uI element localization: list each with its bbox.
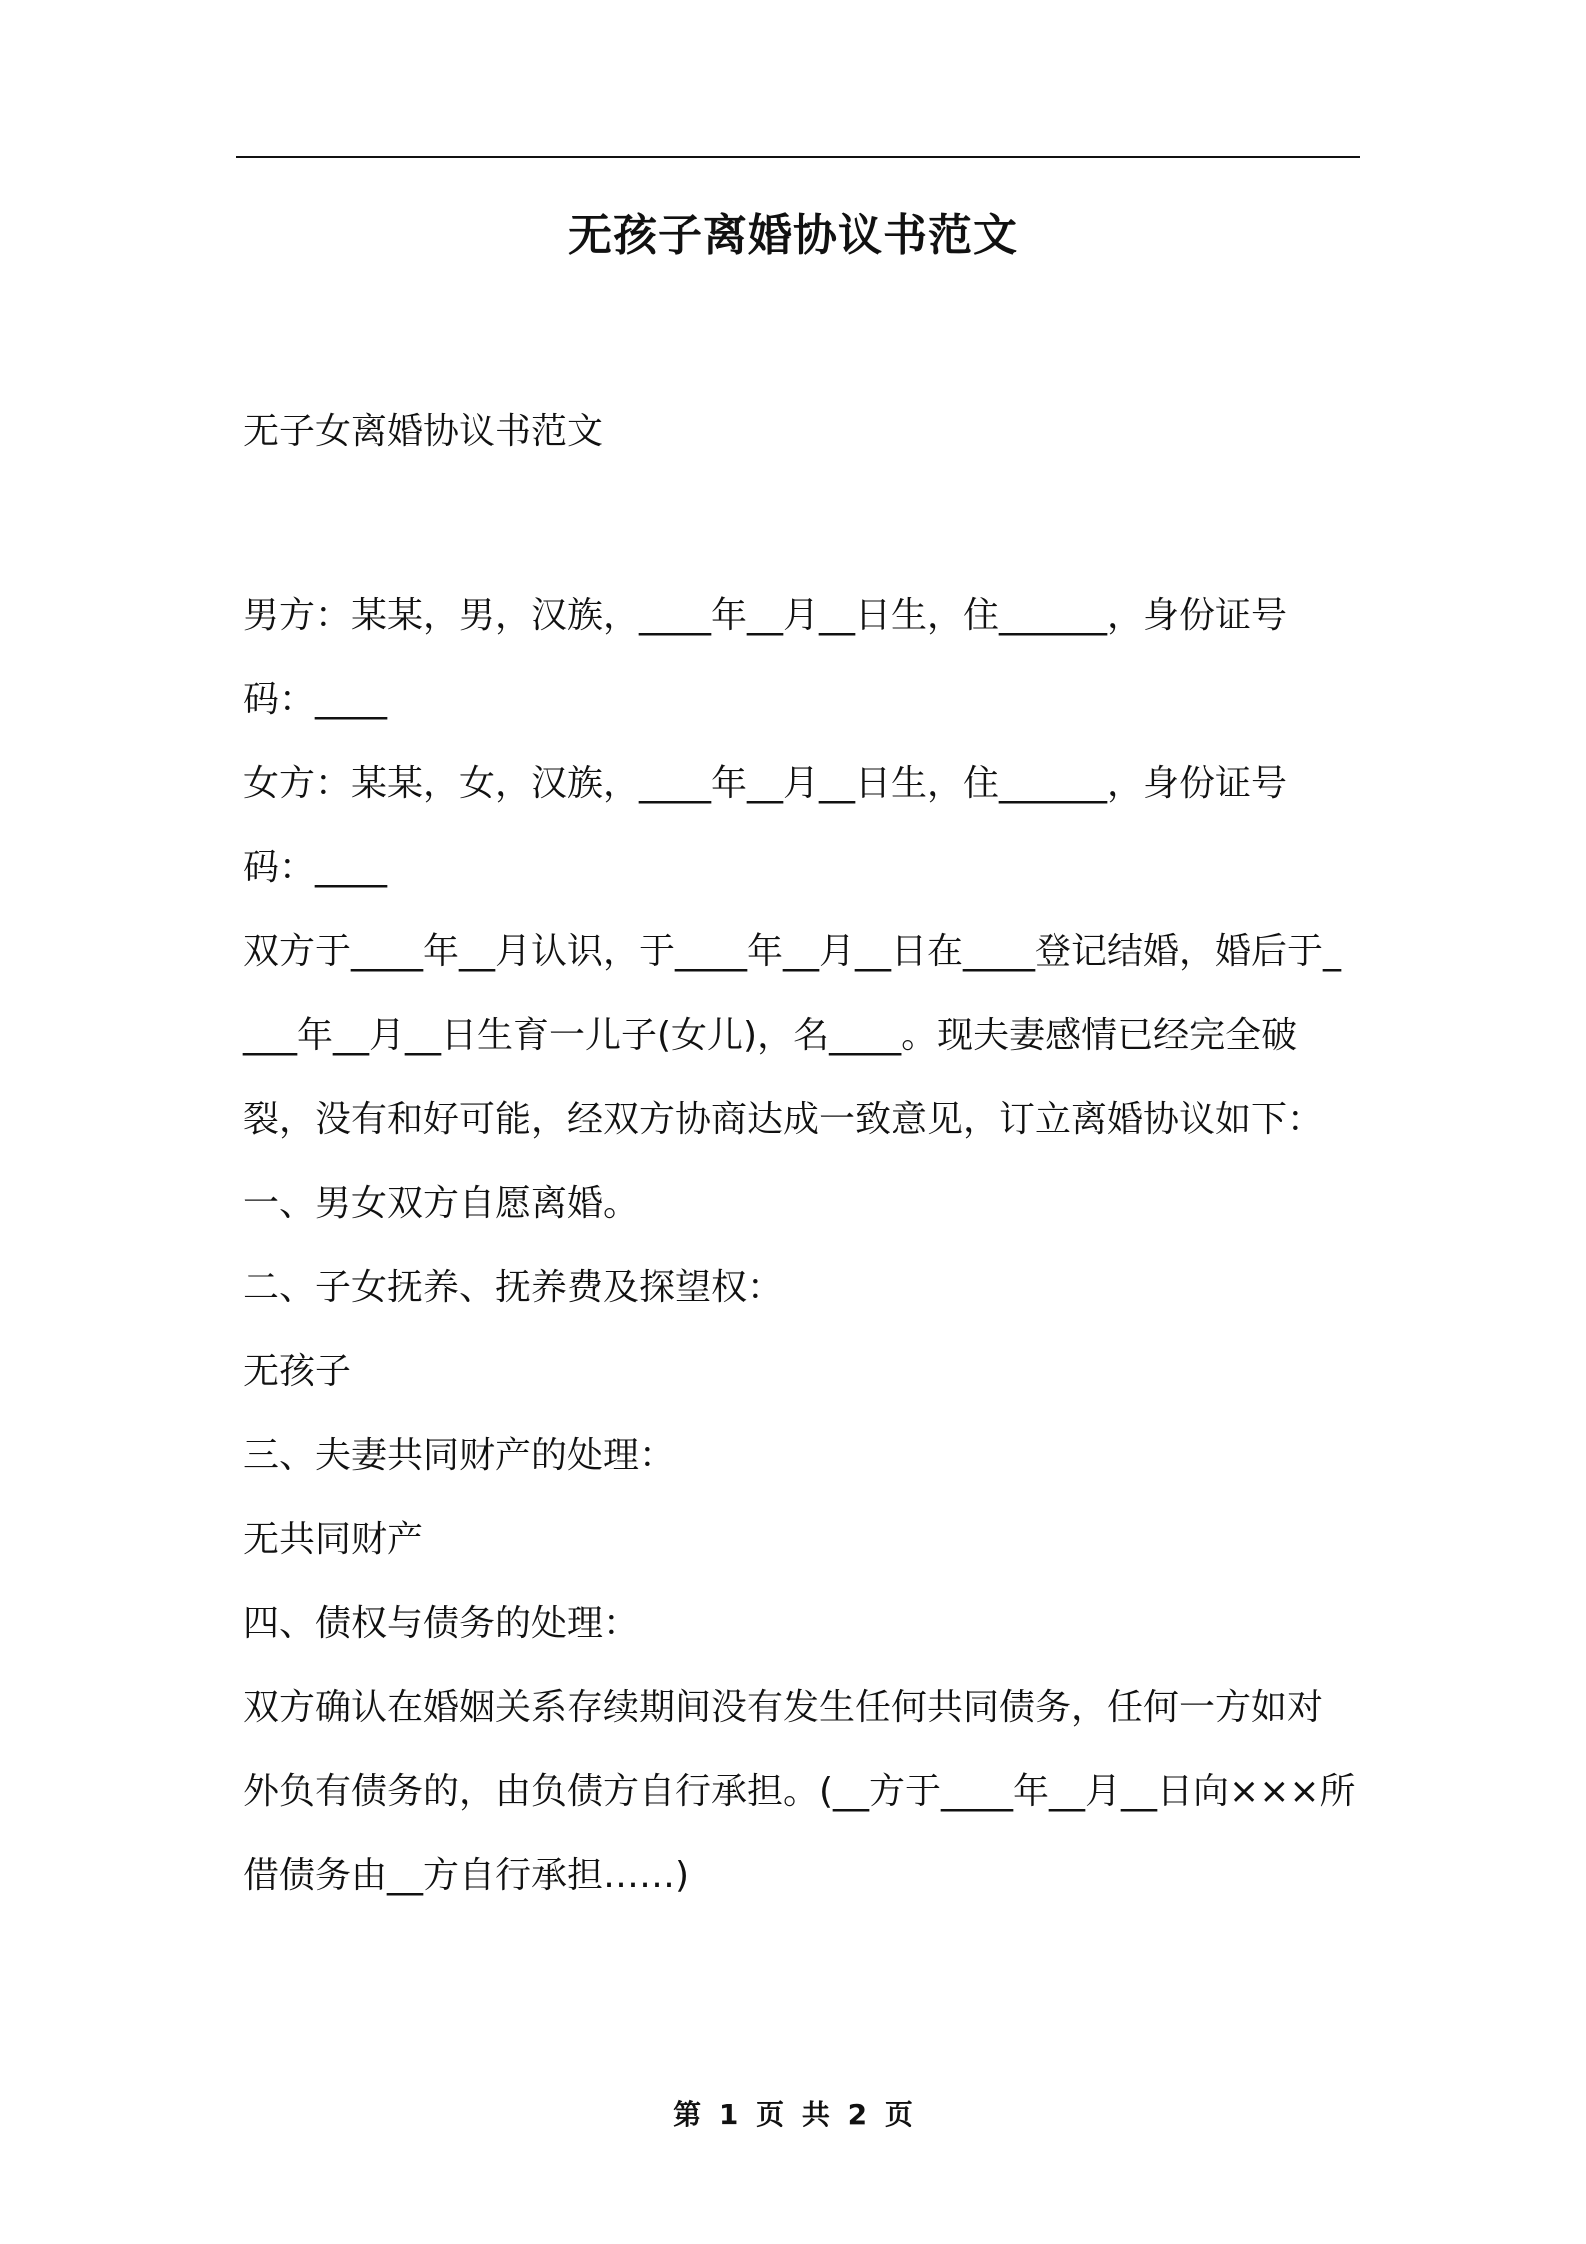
clause-1-voluntary-divorce: 一、男女双方自愿离婚。	[243, 1183, 640, 1224]
paragraph-marriage-background: 双方于____年__月认识，于____年__月__日在____登记结婚，婚后于____年__月__日生育一儿子(女儿)，名____。现夫妻感情已经完全破裂，没有和好可能，经双方协商达成一致意见，订立离婚协议如下：	[243, 931, 1342, 1140]
document-body	[243, 574, 1357, 1918]
clause-3-content: 无共同财产	[243, 1519, 424, 1560]
paragraph-female-party: 女方：某某，女，汉族，____年__月__日生，住______，身份证号码：____	[243, 763, 1288, 888]
page-number-footer: 第 1 页 共 2 页	[673, 2098, 913, 2131]
header-rule	[236, 156, 1360, 158]
document-subtitle: 无子女离婚协议书范文	[243, 411, 604, 452]
clause-4-content: 双方确认在婚姻关系存续期间没有发生任何共同债务，任何一方如对外负有债务的，由负债方自行承担。(__方于____年__月__日向×××所借债务由__方自行承担……)	[243, 1687, 1356, 1896]
clause-4-heading-debts: 四、债权与债务的处理：	[243, 1603, 640, 1644]
paragraph-male-party: 男方：某某，男，汉族，____年__月__日生，住______，身份证号码：____	[243, 595, 1288, 720]
clause-3-heading-joint-property: 三、夫妻共同财产的处理：	[243, 1435, 676, 1476]
clause-2-content: 无孩子	[243, 1351, 352, 1392]
clause-2-heading-child-custody: 二、子女抚养、抚养费及探望权：	[243, 1267, 784, 1308]
document-title: 无孩子离婚协议书范文	[568, 210, 1018, 261]
